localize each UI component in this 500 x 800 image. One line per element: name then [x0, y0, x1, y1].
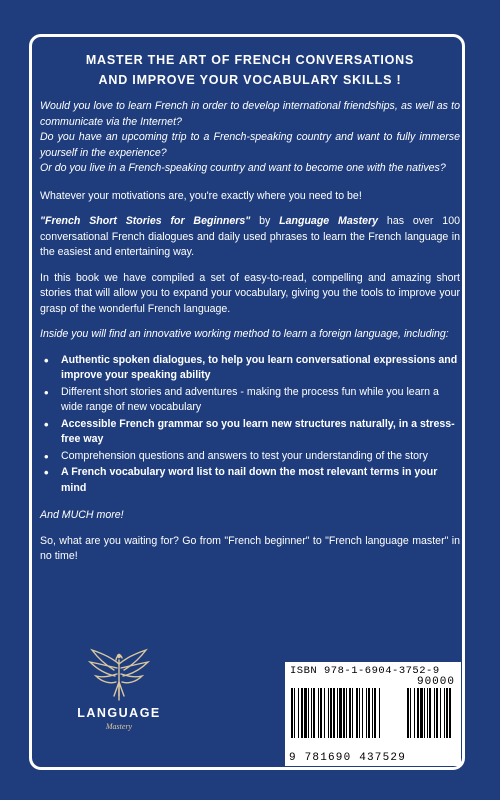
- barcode-bars: [291, 688, 455, 744]
- intro-question: Do you have an upcoming trip to a French-speaking country and want to fully immerse yourself in the experience?: [40, 131, 460, 159]
- book-author: Language Mastery: [279, 215, 379, 227]
- more-text: And MUCH more!: [40, 509, 124, 521]
- book-description-rest: has over 100 conversational French dialogues and daily used phrases to learn the French language in the easiest and entertaining way.: [40, 215, 460, 258]
- isbn-barcode: [285, 662, 461, 766]
- intro-question: Would you love to learn French in order to develop international friendships, as well as to communicate via the Internet?: [40, 100, 460, 128]
- back-cover-text: [40, 50, 460, 575]
- book-description: [40, 214, 460, 261]
- feature-item: • Comprehension questions and answers to test your understanding of the story: [56, 449, 460, 465]
- closing-text: So, what are you waiting for? Go from "French beginner" to "French language master" in no time!: [40, 534, 460, 562]
- headline-line-2: AND IMPROVE YOUR VOCABULARY SKILLS !: [98, 73, 402, 87]
- price-code: 90000: [416, 676, 455, 688]
- feature-item: • A French vocabulary word list to nail down the most relevant terms in your mind: [56, 465, 460, 496]
- publisher-logo: [64, 642, 174, 737]
- isbn-number: ISBN 978-1-6904-3752-9: [290, 665, 440, 677]
- phoenix-icon: [84, 642, 154, 704]
- logo-name: LANGUAGE: [77, 706, 161, 720]
- headline-line-1: MASTER THE ART OF FRENCH CONVERSATIONS: [85, 53, 415, 67]
- feature-item: • Different short stories and adventures - making the process fun while you learn a wide range of new vocabulary: [56, 385, 460, 416]
- barcode-digits: 9 781690 437529: [289, 752, 407, 764]
- compiled-text: In this book we have compiled a set of easy-to-read, compelling and amazing short stories that will allow you to expand your vocabulary, giving you the tools to improve your grasp of the wonderful French language.: [40, 271, 460, 315]
- book-title: "French Short Stories for Beginners": [40, 215, 251, 227]
- logo-subtitle: Mastery: [105, 722, 133, 731]
- inside-text: Inside you will find an innovative working method to learn a foreign language, including:: [40, 328, 449, 340]
- feature-list: [40, 353, 460, 497]
- intro-questions: [40, 99, 460, 177]
- feature-item: • Authentic spoken dialogues, to help you learn conversational expressions and improve your speaking ability: [56, 353, 460, 384]
- book-by: by: [250, 215, 280, 227]
- headline: [40, 50, 460, 90]
- intro-question: Or do you live in a French-speaking country and want to become one with the natives?: [40, 162, 446, 174]
- motivation-text: Whatever your motivations are, you're exactly where you need to be!: [40, 189, 362, 202]
- feature-item: • Accessible French grammar so you learn new structures naturally, in a stress-free way: [56, 417, 460, 448]
